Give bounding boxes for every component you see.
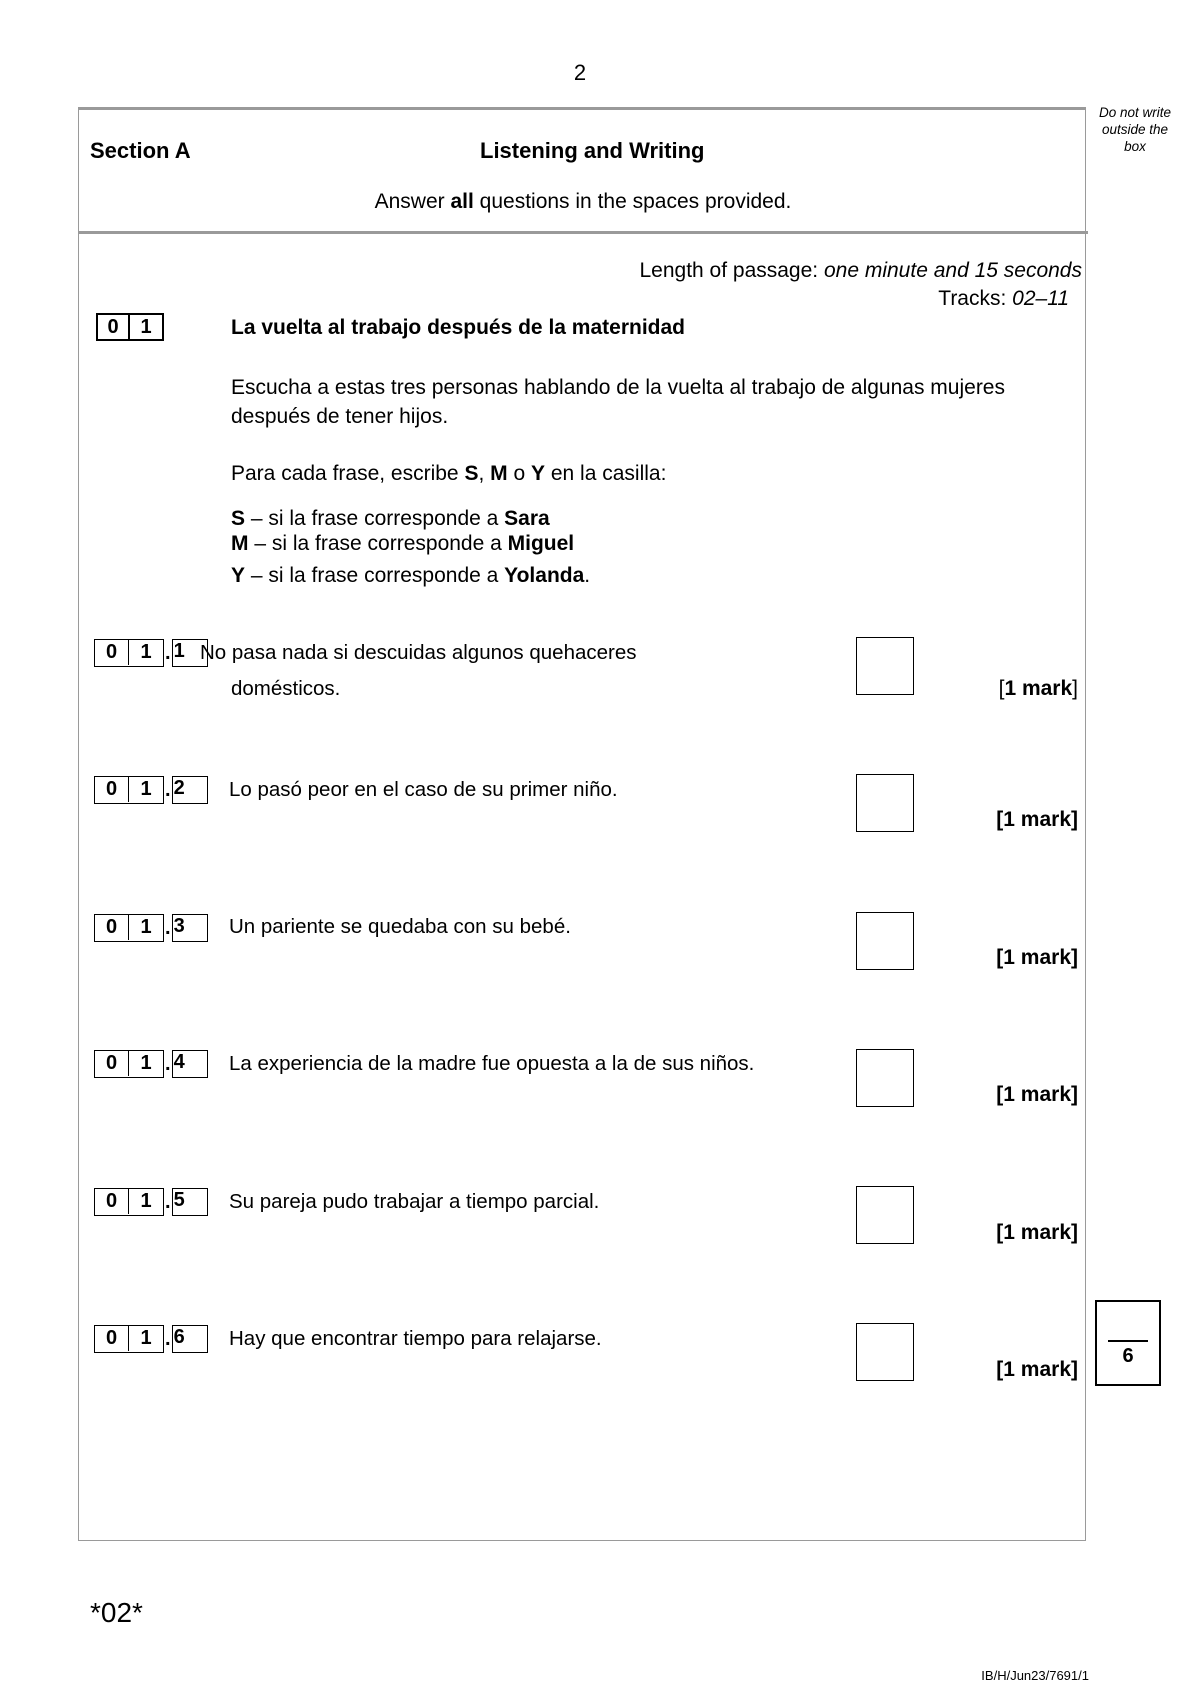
- mark-allocation: [996, 808, 1078, 832]
- subquestion-digit: 6: [172, 1325, 208, 1353]
- subquestion-number: [94, 638, 208, 668]
- key-line: [231, 507, 550, 531]
- answer-box[interactable]: [856, 1049, 914, 1107]
- mark-text: 1 mark: [1003, 1083, 1071, 1106]
- task-text: ,: [478, 462, 491, 485]
- key-end: .: [584, 564, 591, 587]
- key-name: Miguel: [507, 532, 575, 555]
- mark-allocation: [996, 1358, 1078, 1382]
- mark-bracket: ]: [1071, 1083, 1078, 1106]
- mark-text: 1 mark: [1003, 946, 1071, 969]
- key-text: – si la frase corresponde a: [245, 564, 505, 587]
- answer-box[interactable]: [856, 912, 914, 970]
- section-instruction: [0, 190, 1166, 214]
- key-name: Sara: [504, 507, 550, 530]
- subquestion-digit: 0: [95, 1189, 129, 1214]
- question-number-box: [96, 313, 164, 341]
- subquestion-digit: 1: [140, 1327, 152, 1349]
- subquestion-digit: 0: [95, 1051, 129, 1076]
- instruction-emphasis: all: [450, 190, 474, 213]
- statement-text: No pasa nada si descuidas algunos quehaceres: [200, 641, 637, 664]
- statement-text: domésticos.: [231, 677, 341, 700]
- mark-text: 1 mark: [1004, 677, 1073, 700]
- statement-text: Un pariente se quedaba con su bebé.: [229, 915, 571, 938]
- mark-allocation: [996, 946, 1078, 970]
- margin-note: [1090, 104, 1180, 155]
- question-task: [231, 459, 1051, 488]
- subquestion-digit: 1: [140, 1190, 152, 1212]
- subquestion-digit: 1: [140, 641, 152, 663]
- subquestion-number: [94, 913, 208, 943]
- mark-text: 1 mark: [1003, 808, 1071, 831]
- mark-allocation: [996, 1221, 1078, 1245]
- subquestion-digit: 3: [172, 914, 208, 942]
- page-code: *02*: [90, 1597, 143, 1628]
- answer-box[interactable]: [856, 1323, 914, 1381]
- subquestion-digit: 1: [172, 639, 208, 667]
- mark-bracket: ]: [1071, 946, 1078, 969]
- key-letter: Y: [231, 564, 246, 587]
- task-letter: S: [464, 462, 479, 485]
- mark-allocation: [999, 677, 1078, 701]
- subquestion-dot: .: [165, 1190, 171, 1213]
- passage-length-label: Length of passage:: [639, 259, 824, 282]
- key-name: Yolanda: [504, 564, 585, 587]
- subquestion-number: [94, 1187, 208, 1217]
- statement-text: Lo pasó peor en el caso de su primer niño.: [229, 778, 618, 801]
- mark-bracket: [: [996, 946, 1004, 969]
- key-text: – si la frase corresponde a: [245, 507, 505, 530]
- header-divider: [78, 231, 1088, 234]
- margin-note-line: box: [1124, 139, 1146, 154]
- passage-length-value: one minute and 15 seconds: [823, 259, 1082, 282]
- tracks-value: 02–11: [1012, 287, 1069, 310]
- task-text: Para cada frase, escribe: [231, 462, 465, 485]
- subquestion-digit: 1: [140, 1052, 152, 1074]
- page-total-box: [1095, 1300, 1161, 1386]
- subquestion-dot: .: [165, 641, 171, 664]
- task-letter: M: [490, 462, 508, 485]
- answer-box[interactable]: [856, 1186, 914, 1244]
- subquestion-digit: 0: [95, 1326, 129, 1351]
- key-letter: S: [231, 507, 246, 530]
- subquestion-number: [94, 775, 208, 805]
- subquestion-number: [94, 1049, 208, 1079]
- subquestion-digit: 1: [140, 778, 152, 800]
- subquestion-dot: .: [165, 916, 171, 939]
- question-number-digit: 0: [98, 315, 130, 339]
- subquestion-dot: .: [165, 778, 171, 801]
- section-label: Section A: [90, 138, 191, 163]
- subquestion-digit: 0: [95, 640, 129, 665]
- mark-text: 1 mark: [1003, 1221, 1071, 1244]
- mark-bracket: [: [996, 808, 1004, 831]
- mark-bracket: ]: [1071, 808, 1078, 831]
- question-number-digit: 1: [140, 315, 152, 338]
- statement-text: La experiencia de la madre fue opuesta a la de sus niños.: [229, 1052, 755, 1075]
- margin-note-line: Do not write: [1098, 105, 1172, 120]
- passage-length: [639, 259, 1082, 283]
- task-text: o: [507, 462, 531, 485]
- mark-bracket: ]: [1071, 1221, 1078, 1244]
- subquestion-digit: 5: [172, 1188, 208, 1216]
- page-total-rule: [1108, 1340, 1148, 1342]
- answer-box[interactable]: [856, 637, 914, 695]
- page-number: 2: [573, 60, 587, 85]
- mark-bracket: ]: [1072, 677, 1078, 700]
- mark-allocation: [996, 1083, 1078, 1107]
- key-text: – si la frase corresponde a: [248, 532, 508, 555]
- subquestion-number: [94, 1324, 208, 1354]
- mark-bracket: [: [996, 1358, 1004, 1381]
- paper-reference: IB/H/Jun23/7691/1: [981, 1668, 1089, 1683]
- instruction-text: questions in the spaces provided.: [473, 190, 792, 213]
- task-text: en la casilla:: [545, 462, 667, 485]
- statement-text: Su pareja pudo trabajar a tiempo parcial.: [229, 1190, 600, 1213]
- statement-text: Hay que encontrar tiempo para relajarse.: [229, 1327, 602, 1350]
- mark-text: 1 mark: [1003, 1358, 1071, 1381]
- margin-note-line: outside the: [1101, 122, 1169, 137]
- subquestion-digit: 1: [140, 916, 152, 938]
- key-letter: M: [231, 532, 249, 555]
- mark-bracket: ]: [1071, 1358, 1078, 1381]
- mark-bracket: [: [998, 677, 1005, 700]
- key-line: [231, 564, 590, 588]
- answer-box[interactable]: [856, 774, 914, 832]
- tracks: [938, 287, 1069, 311]
- subquestion-dot: .: [165, 1052, 171, 1075]
- mark-bracket: [: [996, 1221, 1004, 1244]
- question-intro: Escucha a estas tres personas hablando de la vuelta al trabajo de algunas mujeres después de tener hijos.: [231, 376, 1005, 428]
- instruction-text: Answer: [374, 190, 451, 213]
- key-line: [231, 532, 574, 556]
- tracks-label: Tracks:: [938, 287, 1013, 310]
- task-letter: Y: [531, 462, 546, 485]
- subquestion-digit: 2: [172, 776, 208, 804]
- mark-bracket: [: [996, 1083, 1004, 1106]
- subquestion-digit: 4: [172, 1050, 208, 1078]
- subquestion-digit: 0: [95, 777, 129, 802]
- question-title: La vuelta al trabajo después de la maternidad: [231, 316, 685, 339]
- subquestion-dot: .: [165, 1327, 171, 1350]
- subquestion-digit: 0: [95, 915, 129, 940]
- page-total-marks: 6: [1122, 1345, 1134, 1367]
- section-title: Listening and Writing: [480, 138, 705, 163]
